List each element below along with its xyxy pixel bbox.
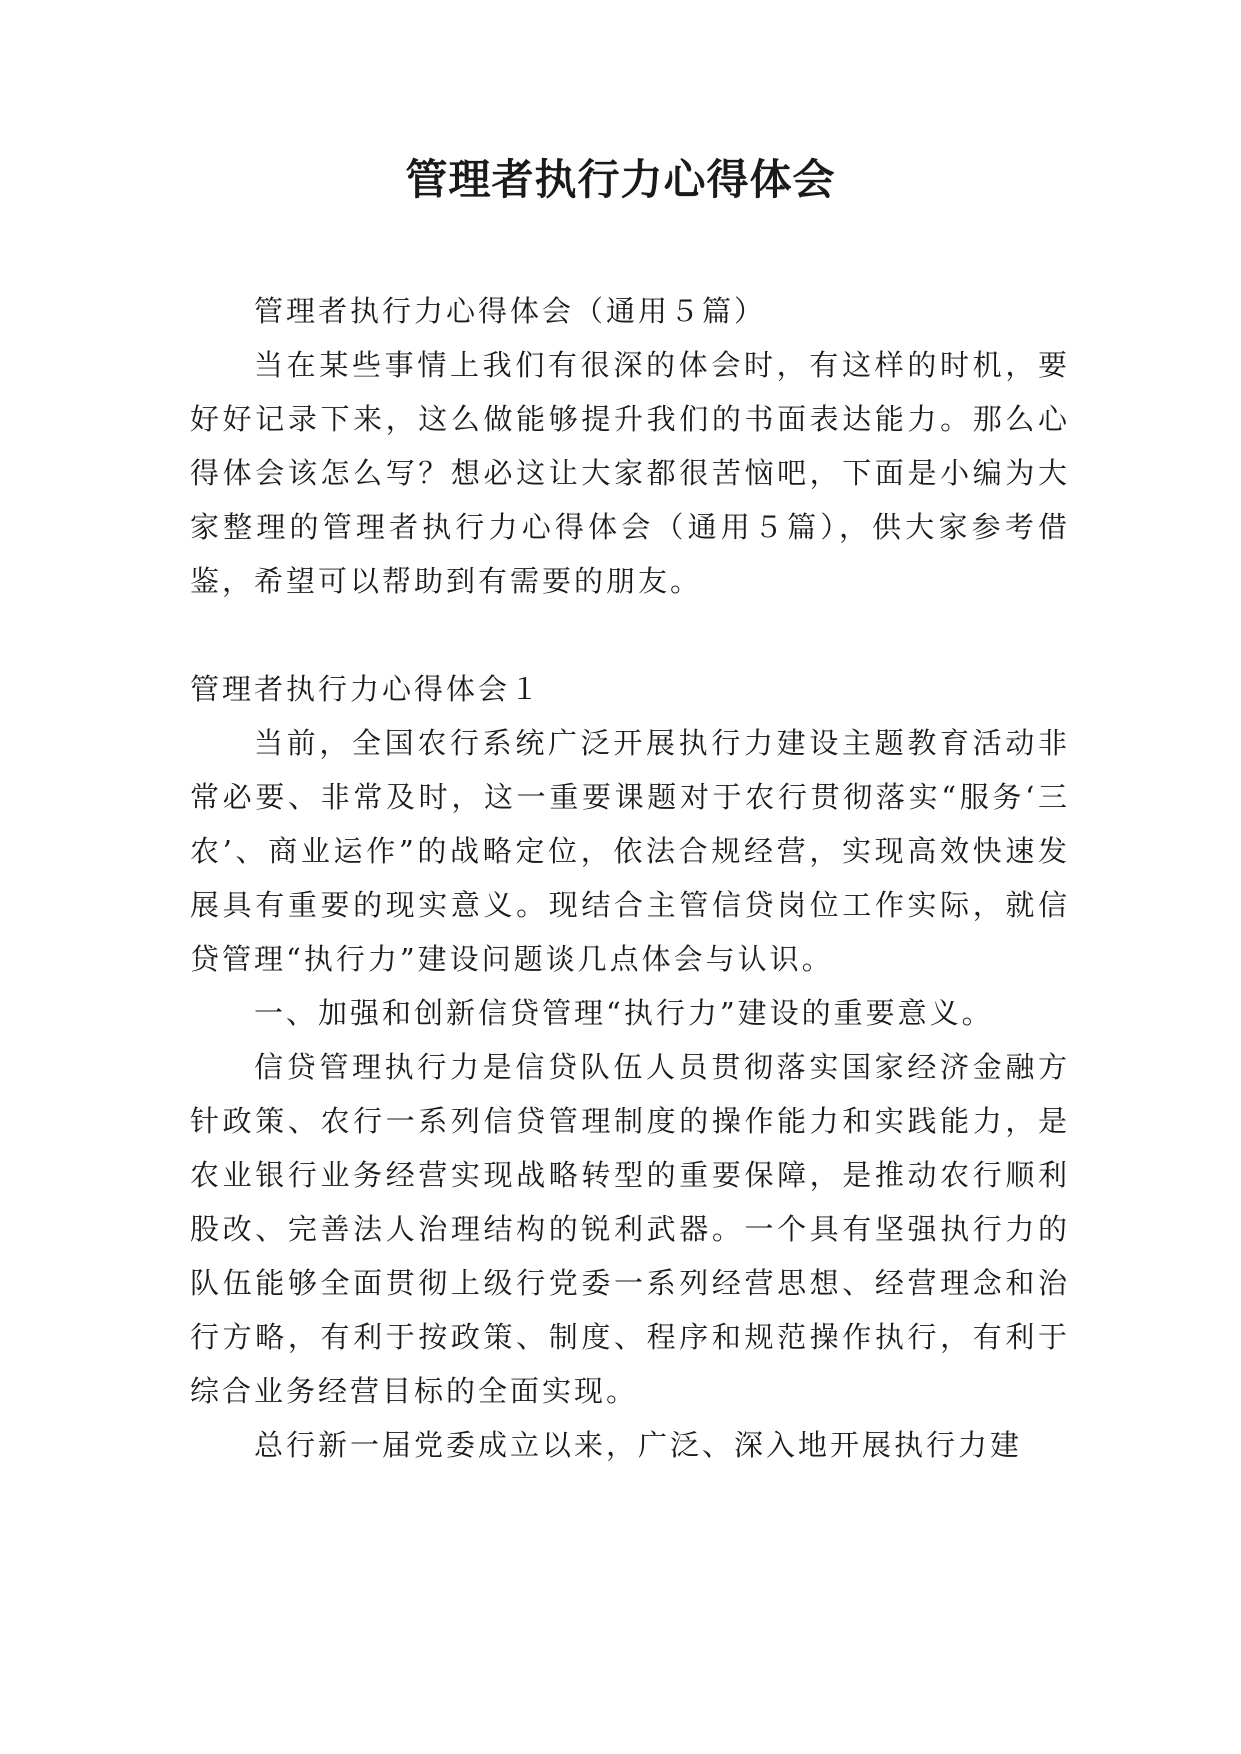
intro-paragraph: 当在某些事情上我们有很深的体会时，有这样的时机，要好好记录下来，这么做能够提升我们的书面表达能力。那么心得体会该怎么写？想必这让大家都很苦恼吧，下面是小编为大家整理的管理者执行力心得体会（通用５篇），供大家参考借鉴，希望可以帮助到有需要的朋友。 [190,348,1070,598]
body-paragraph: 总行新一届党委成立以来，广泛、深入地开展执行力建 [254,1428,1023,1462]
section-heading: 管理者执行力心得体会１ [190,672,543,706]
document-body [190,284,1070,1472]
body-paragraph: 信贷管理执行力是信贷队伍人员贯彻落实国家经济金融方针政策、农行一系列信贷管理制度的操作能力和实践能力，是农业银行业务经营实现战略转型的重要保障，是推动农行顺利股改、完善法人治理结构的锐利武器。一个具有坚强执行力的队伍能够全面贯彻上级行党委一系列经营思想、经营理念和治行方略，有利于按政策、制度、程序和规范操作执行，有利于综合业务经营目标的全面实现。 [190,1050,1070,1408]
body-paragraph: 当前，全国农行系统广泛开展执行力建设主题教育活动非常必要、非常及时，这一重要课题对于农行贯彻落实“服务‘三农’、商业运作”的战略定位，依法合规经营，实现高效快速发展具有重要的现实意义。现结合主管信贷岗位工作实际，就信贷管理“执行力”建设问题谈几点体会与认识。 [190,726,1070,976]
document-subtitle: 管理者执行力心得体会（通用５篇） [254,294,767,328]
document-title: 管理者执行力心得体会 [405,155,836,204]
paragraph-gap [190,608,1070,662]
body-paragraph: 一、加强和创新信贷管理“执行力”建设的重要意义。 [254,996,994,1030]
